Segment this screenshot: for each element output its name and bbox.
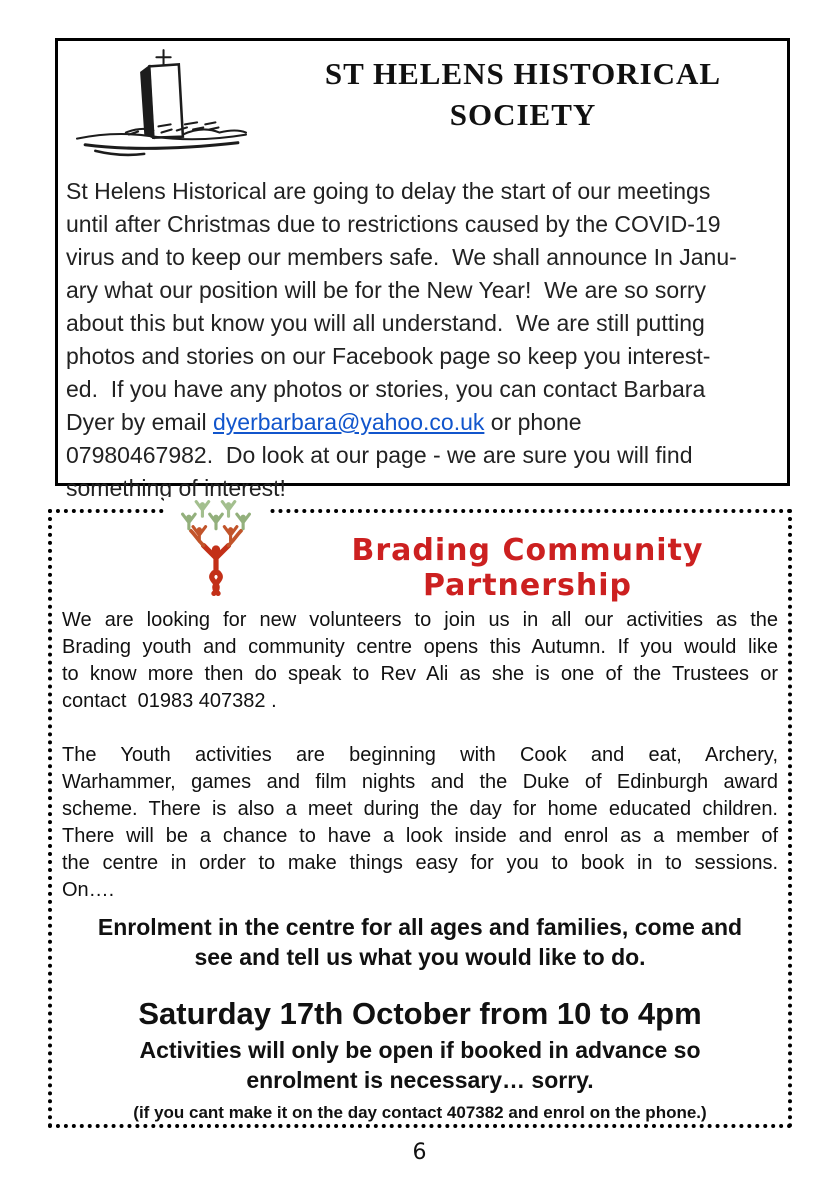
brading-paragraph-volunteers: We are looking for new volunteers to join us in all our activities as the Brading youth and community centre opens this Autumn. If you would like to know more then do speak to Rev Ali as she is one of the Trustees or contact 01983 407382 .	[62, 609, 778, 712]
brading-header	[52, 513, 788, 601]
society-body-top: St Helens Historical are going to delay the start of our meetings until after Christmas due to restrictions caused by the COVID-19 virus and to keep our members safe. We shall announce In Janu- ary what our position will be for the New Year! We are so sorry about this but know you will all understand. We are still putting photos and stories on our Facebook page so keep you interest- ed. If you have any photos or stories, you can contact Barbara	[66, 178, 737, 402]
advance-booking-notice: Activities will only be open if booked in advance so enrolment is necessary… sorry.	[139, 1037, 701, 1093]
brading-paragraph-youth-activities: The Youth activities are beginning with Cook and eat, Archery, Warhammer, games and film nights and the Duke of Edinburgh award scheme. There is also a meet during the day for home educated children. There will be a chance to have a look inside and enrol as a member of the centre in order to make things easy for you to book in to sessions. On….	[62, 744, 778, 901]
enrolment-heading: Enrolment in the centre for all ages and families, come and see and tell us what you would like to do.	[97, 914, 743, 970]
link-line-before: Dyer by email	[66, 409, 213, 435]
society-title-line2: SOCIETY	[449, 97, 597, 132]
church-tower-sketch-image	[64, 45, 259, 159]
historical-society-header	[58, 41, 787, 159]
society-title	[259, 41, 787, 135]
email-link[interactable]: dyerbarbara@yahoo.co.uk	[212, 409, 485, 435]
society-body	[66, 175, 779, 505]
brading-partnership-panel	[48, 509, 792, 1128]
phone-enrol-note: (if you cant make it on the day contact 407382 and enrol on the phone.)	[133, 1103, 707, 1122]
page-number: 6	[412, 1140, 427, 1165]
society-body-bottom: 07980467982. Do look at our page - we are sure you will find something of interest!	[66, 442, 693, 501]
historical-society-panel	[55, 38, 790, 501]
event-date-heading: Saturday 17th October from 10 to 4pm	[138, 996, 702, 1031]
society-title-line1: ST HELENS HISTORICAL	[324, 56, 722, 91]
people-tree-icon	[164, 497, 268, 597]
brading-title: Brading Community Partnership	[351, 533, 704, 603]
society-body-link-line	[66, 406, 779, 439]
link-line-after: or phone	[484, 409, 582, 435]
brading-body	[62, 607, 778, 1126]
